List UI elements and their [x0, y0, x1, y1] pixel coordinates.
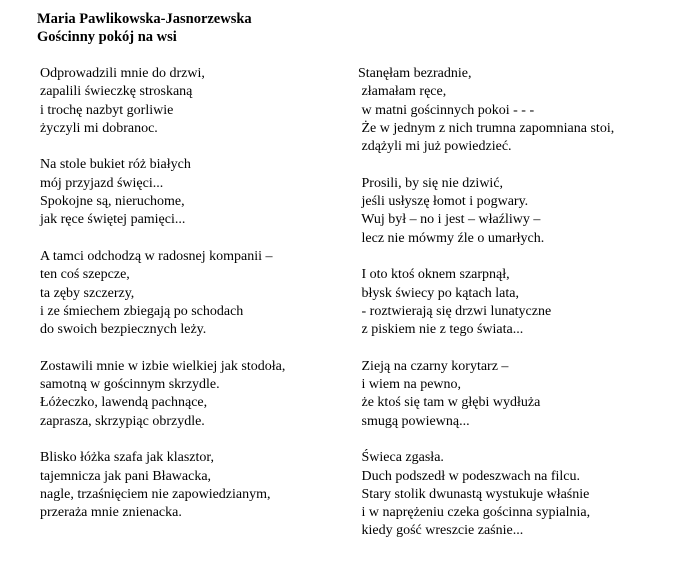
poem-title: Gościnny pokój na wsi: [37, 29, 177, 45]
poem-line: jak ręce świętej pamięci...: [40, 212, 186, 228]
poem-line: Zostawili mnie w izbie wielkiej jak stodoła,: [40, 358, 286, 374]
poem-line: lecz nie mówmy źle o umarłych.: [358, 230, 545, 246]
stanza: [358, 65, 614, 156]
poem-line: Stary stolik dwunastą wystukuje właśnie: [358, 486, 590, 502]
poem-line: samotną w gościnnym skrzydle.: [40, 377, 220, 393]
poem-line: I oto ktoś oknem szarpnął,: [358, 267, 510, 283]
left-column: [40, 65, 285, 541]
poem-line: i trochę nazbyt gorliwie: [40, 102, 174, 118]
poem-line: zaprasza, skrzypiąc obrzydle.: [40, 413, 205, 429]
poem-line: Blisko łóżka szafa jak klasztor,: [40, 450, 214, 466]
poem-line: Zieją na czarny korytarz –: [358, 358, 509, 374]
poem-line: i wiem na pewno,: [358, 377, 462, 393]
poem-line: smugą powiewną...: [358, 413, 470, 429]
poem-line: przeraża mnie znienacka.: [40, 505, 182, 521]
poem-line: nagle, trzaśnięciem nie zapowiedzianym,: [40, 486, 271, 502]
poem-line: Łóżeczko, lawendą pachnące,: [40, 395, 208, 411]
poem-line: - roztwierają się drzwi lunatyczne: [358, 303, 552, 319]
stanza: [40, 358, 285, 431]
stanza: [40, 65, 285, 138]
poem-line: Wuj był – no i jest – właźliwy –: [358, 212, 541, 228]
stanza: [40, 248, 285, 339]
poem-line: tajemnicza jak pani Bławacka,: [40, 468, 212, 484]
poem-line: ten coś szepcze,: [40, 267, 130, 283]
poem-line: Duch podszedł w podeszwach na filcu.: [358, 468, 580, 484]
stanza: [358, 449, 614, 540]
poem-line: Spokojne są, nieruchome,: [40, 194, 185, 210]
poem-line: że ktoś się tam w głębi wydłuża: [358, 395, 541, 411]
poem-line: kiedy gość wreszcie zaśnie...: [358, 523, 524, 539]
poem-line: Odprowadzili mnie do drzwi,: [40, 66, 205, 81]
stanza: [40, 156, 285, 229]
right-column: [358, 65, 614, 559]
poem-line: i w naprężeniu czeka gościnna sypialnia,: [358, 505, 591, 521]
stanza: [358, 266, 614, 339]
poem-line: jeśli usłyszę łomot i pogwary.: [358, 194, 529, 210]
poem-line: błysk świecy po kątach lata,: [358, 285, 519, 301]
stanza: [40, 449, 285, 522]
poem-line: ta zęby szczerzy,: [40, 285, 135, 301]
poem-line: do swoich bezpiecznych leży.: [40, 322, 207, 338]
poem-header: [37, 10, 252, 46]
poem-line: Stanęłam bezradnie,: [358, 66, 472, 81]
author-name: Maria Pawlikowska-Jasnorzewska: [37, 11, 252, 27]
poem-line: życzyli mi dobranoc.: [40, 120, 158, 136]
poem-line: zdążyli mi już powiedzieć.: [358, 139, 512, 155]
poem-line: złamałam ręce,: [358, 84, 447, 100]
poem-line: i ze śmiechem zbiegają po schodach: [40, 303, 244, 319]
poem-line: Prosili, by się nie dziwić,: [358, 175, 504, 191]
poem-line: w matni gościnnych pokoi - - -: [358, 102, 535, 118]
poem-line: A tamci odchodzą w radosnej kompanii –: [40, 248, 273, 264]
poem-line: mój przyjazd święci...: [40, 175, 164, 191]
poem-line: z piskiem nie z tego świata...: [358, 322, 524, 338]
poem-line: Że w jednym z nich trumna zapomniana stoi,: [358, 120, 615, 136]
stanza: [358, 175, 614, 248]
poem-line: Świeca zgasła.: [358, 450, 444, 466]
poem-line: Na stole bukiet róż białych: [40, 157, 191, 173]
poem-line: zapalili świeczkę stroskaną: [40, 84, 193, 100]
stanza: [358, 358, 614, 431]
